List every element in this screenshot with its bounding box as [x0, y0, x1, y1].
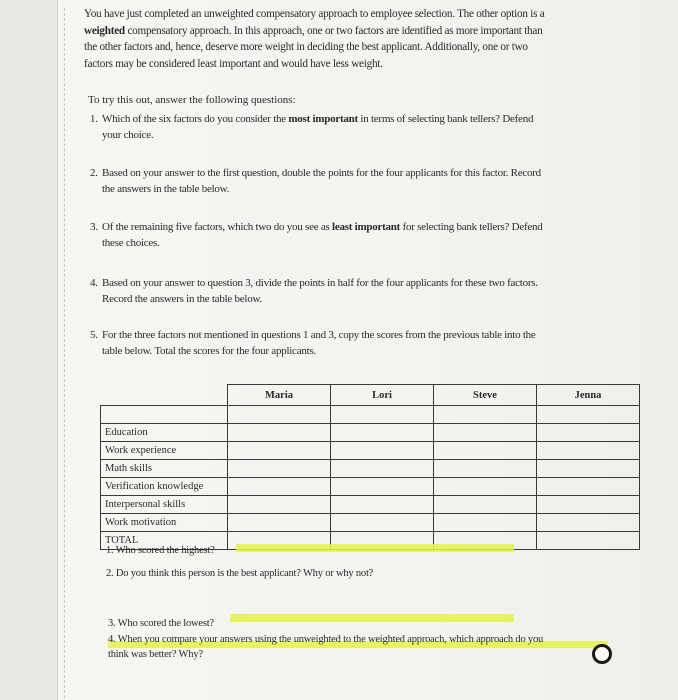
intro-line-2: compensatory approach. In this approach, one or two factors are identified as more important than [124, 24, 543, 37]
followup-question-2: 2. Do you think this person is the best applicant? Why or why not? [106, 568, 374, 579]
table-row [101, 424, 640, 442]
table-spacer-row [101, 406, 640, 424]
score-cell[interactable] [228, 478, 331, 496]
row-label-education: Education [101, 424, 228, 442]
followup-question-1: 1. Who scored the highest? [106, 545, 215, 556]
header-steve: Steve [434, 385, 537, 406]
question-4: 4. Based on your answer to question 3, divide the points in half for the four applicants for these two factors. Record the answers in the table below. [90, 277, 538, 305]
instructions-lead: To try this out, answer the following questions: [88, 94, 296, 106]
intro-paragraph [84, 6, 634, 72]
table-row [101, 460, 640, 478]
question-2: 2. Based on your answer to the first question, double the points for the four applicants for this factor. Record the answers in the table below. [90, 167, 541, 195]
score-cell[interactable] [331, 496, 434, 514]
score-cell[interactable] [331, 424, 434, 442]
table-header-row [101, 385, 640, 406]
score-cell[interactable] [537, 460, 640, 478]
row-label-work-motivation: Work motivation [101, 514, 228, 532]
question-3: 3. Of the remaining five factors, which two do you see as least important for selecting bank tellers? Defend these choices. [90, 221, 543, 249]
score-cell[interactable] [537, 514, 640, 532]
intro-line-1: You have just completed an unweighted compensatory approach to employee selection. The other option is a [84, 8, 545, 20]
score-cell[interactable] [228, 514, 331, 532]
table-row [101, 478, 640, 496]
score-cell[interactable] [537, 478, 640, 496]
followup-question-4: 4. When you compare your answers using the unweighted to the weighted approach, which approach do you [108, 634, 544, 645]
answer-highlight-1[interactable] [236, 544, 514, 552]
score-cell[interactable] [331, 478, 434, 496]
score-cell[interactable] [434, 478, 537, 496]
score-cell[interactable] [434, 460, 537, 478]
table-row [101, 496, 640, 514]
score-cell[interactable] [537, 496, 640, 514]
header-maria: Maria [228, 385, 331, 406]
question-1: 1. Which of the six factors do you consider the most important in terms of selecting bank tellers? Defend your choice. [90, 113, 534, 141]
scores-table [100, 384, 640, 550]
total-cell[interactable] [537, 532, 640, 550]
table-row [101, 514, 640, 532]
score-cell[interactable] [228, 496, 331, 514]
intro-line-3: the other factors and, hence, deserve more weight in deciding the best applicant. Additionally, one or two [84, 41, 528, 53]
score-cell[interactable] [434, 424, 537, 442]
table-corner [101, 385, 228, 406]
score-cell[interactable] [434, 496, 537, 514]
row-label-math-skills: Math skills [101, 460, 228, 478]
followup-question-3: 3. Who scored the lowest? [108, 618, 214, 629]
row-label-verification-knowledge: Verification knowledge [101, 478, 228, 496]
header-lori: Lori [331, 385, 434, 406]
score-cell[interactable] [434, 514, 537, 532]
intro-line-4: factors may be considered least important and would have less weight. [84, 57, 383, 70]
score-cell[interactable] [228, 442, 331, 460]
intro-bold-weighted: weighted [84, 24, 125, 37]
score-cell[interactable] [331, 514, 434, 532]
row-label-total: TOTAL [101, 532, 228, 550]
score-cell[interactable] [434, 442, 537, 460]
score-cell[interactable] [537, 424, 640, 442]
question-5: 5. For the three factors not mentioned in questions 1 and 3, copy the scores from the previous table into the table below. Total the scores for the four applicants. [90, 329, 536, 357]
score-cell[interactable] [228, 424, 331, 442]
followup-question-4-cont: think was better? Why? [108, 649, 203, 660]
row-label-work-experience: Work experience [101, 442, 228, 460]
table-row [101, 442, 640, 460]
score-cell[interactable] [331, 442, 434, 460]
header-jenna: Jenna [537, 385, 640, 406]
margin-guide [64, 8, 65, 698]
row-label-interpersonal-skills: Interpersonal skills [101, 496, 228, 514]
answer-highlight-3[interactable] [230, 614, 514, 622]
record-circle-icon[interactable] [592, 644, 612, 664]
score-cell[interactable] [331, 460, 434, 478]
score-cell[interactable] [228, 460, 331, 478]
score-cell[interactable] [537, 442, 640, 460]
